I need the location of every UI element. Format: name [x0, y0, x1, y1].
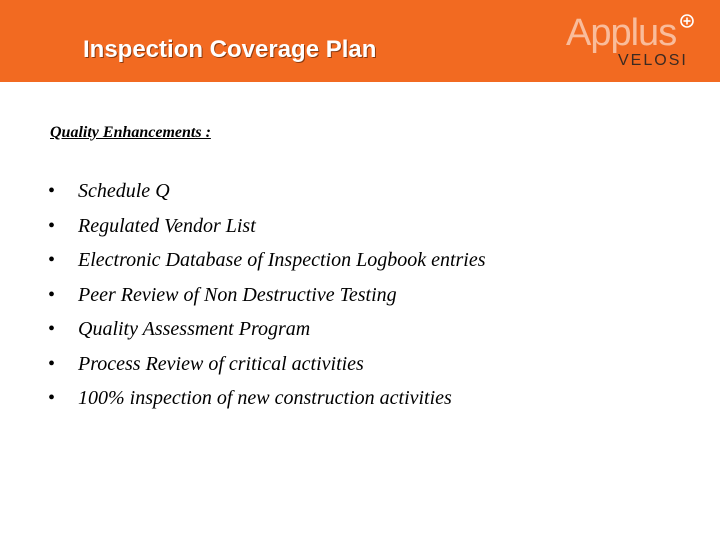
section-heading: Quality Enhancements : — [50, 124, 211, 141]
slide-title: Inspection Coverage Plan — [83, 36, 377, 63]
bullet-text: Peer Review of Non Destructive Testing — [78, 283, 397, 306]
bullet-icon: • — [48, 387, 56, 409]
bullet-icon: • — [48, 352, 56, 375]
logo-subtext: VELOSI — [618, 52, 688, 69]
bullet-text: Process Review of critical activities — [78, 352, 364, 375]
bullet-icon: • — [48, 283, 56, 306]
applus-velosi-logo — [566, 12, 706, 74]
bullet-icon: • — [48, 180, 56, 202]
bullet-icon: • — [48, 318, 56, 340]
bullet-text: 100% inspection of new construction activities — [78, 387, 452, 409]
bullet-icon: • — [48, 249, 56, 271]
bullet-icon: • — [48, 214, 56, 237]
bullet-text: Quality Assessment Program — [78, 318, 311, 340]
plus-circle-icon — [680, 14, 694, 28]
logo-wordmark: Applus — [566, 12, 677, 54]
bullet-text: Regulated Vendor List — [78, 214, 256, 237]
bullet-text: Schedule Q — [78, 180, 170, 202]
bullet-text: Electronic Database of Inspection Logbook entries — [78, 249, 486, 271]
